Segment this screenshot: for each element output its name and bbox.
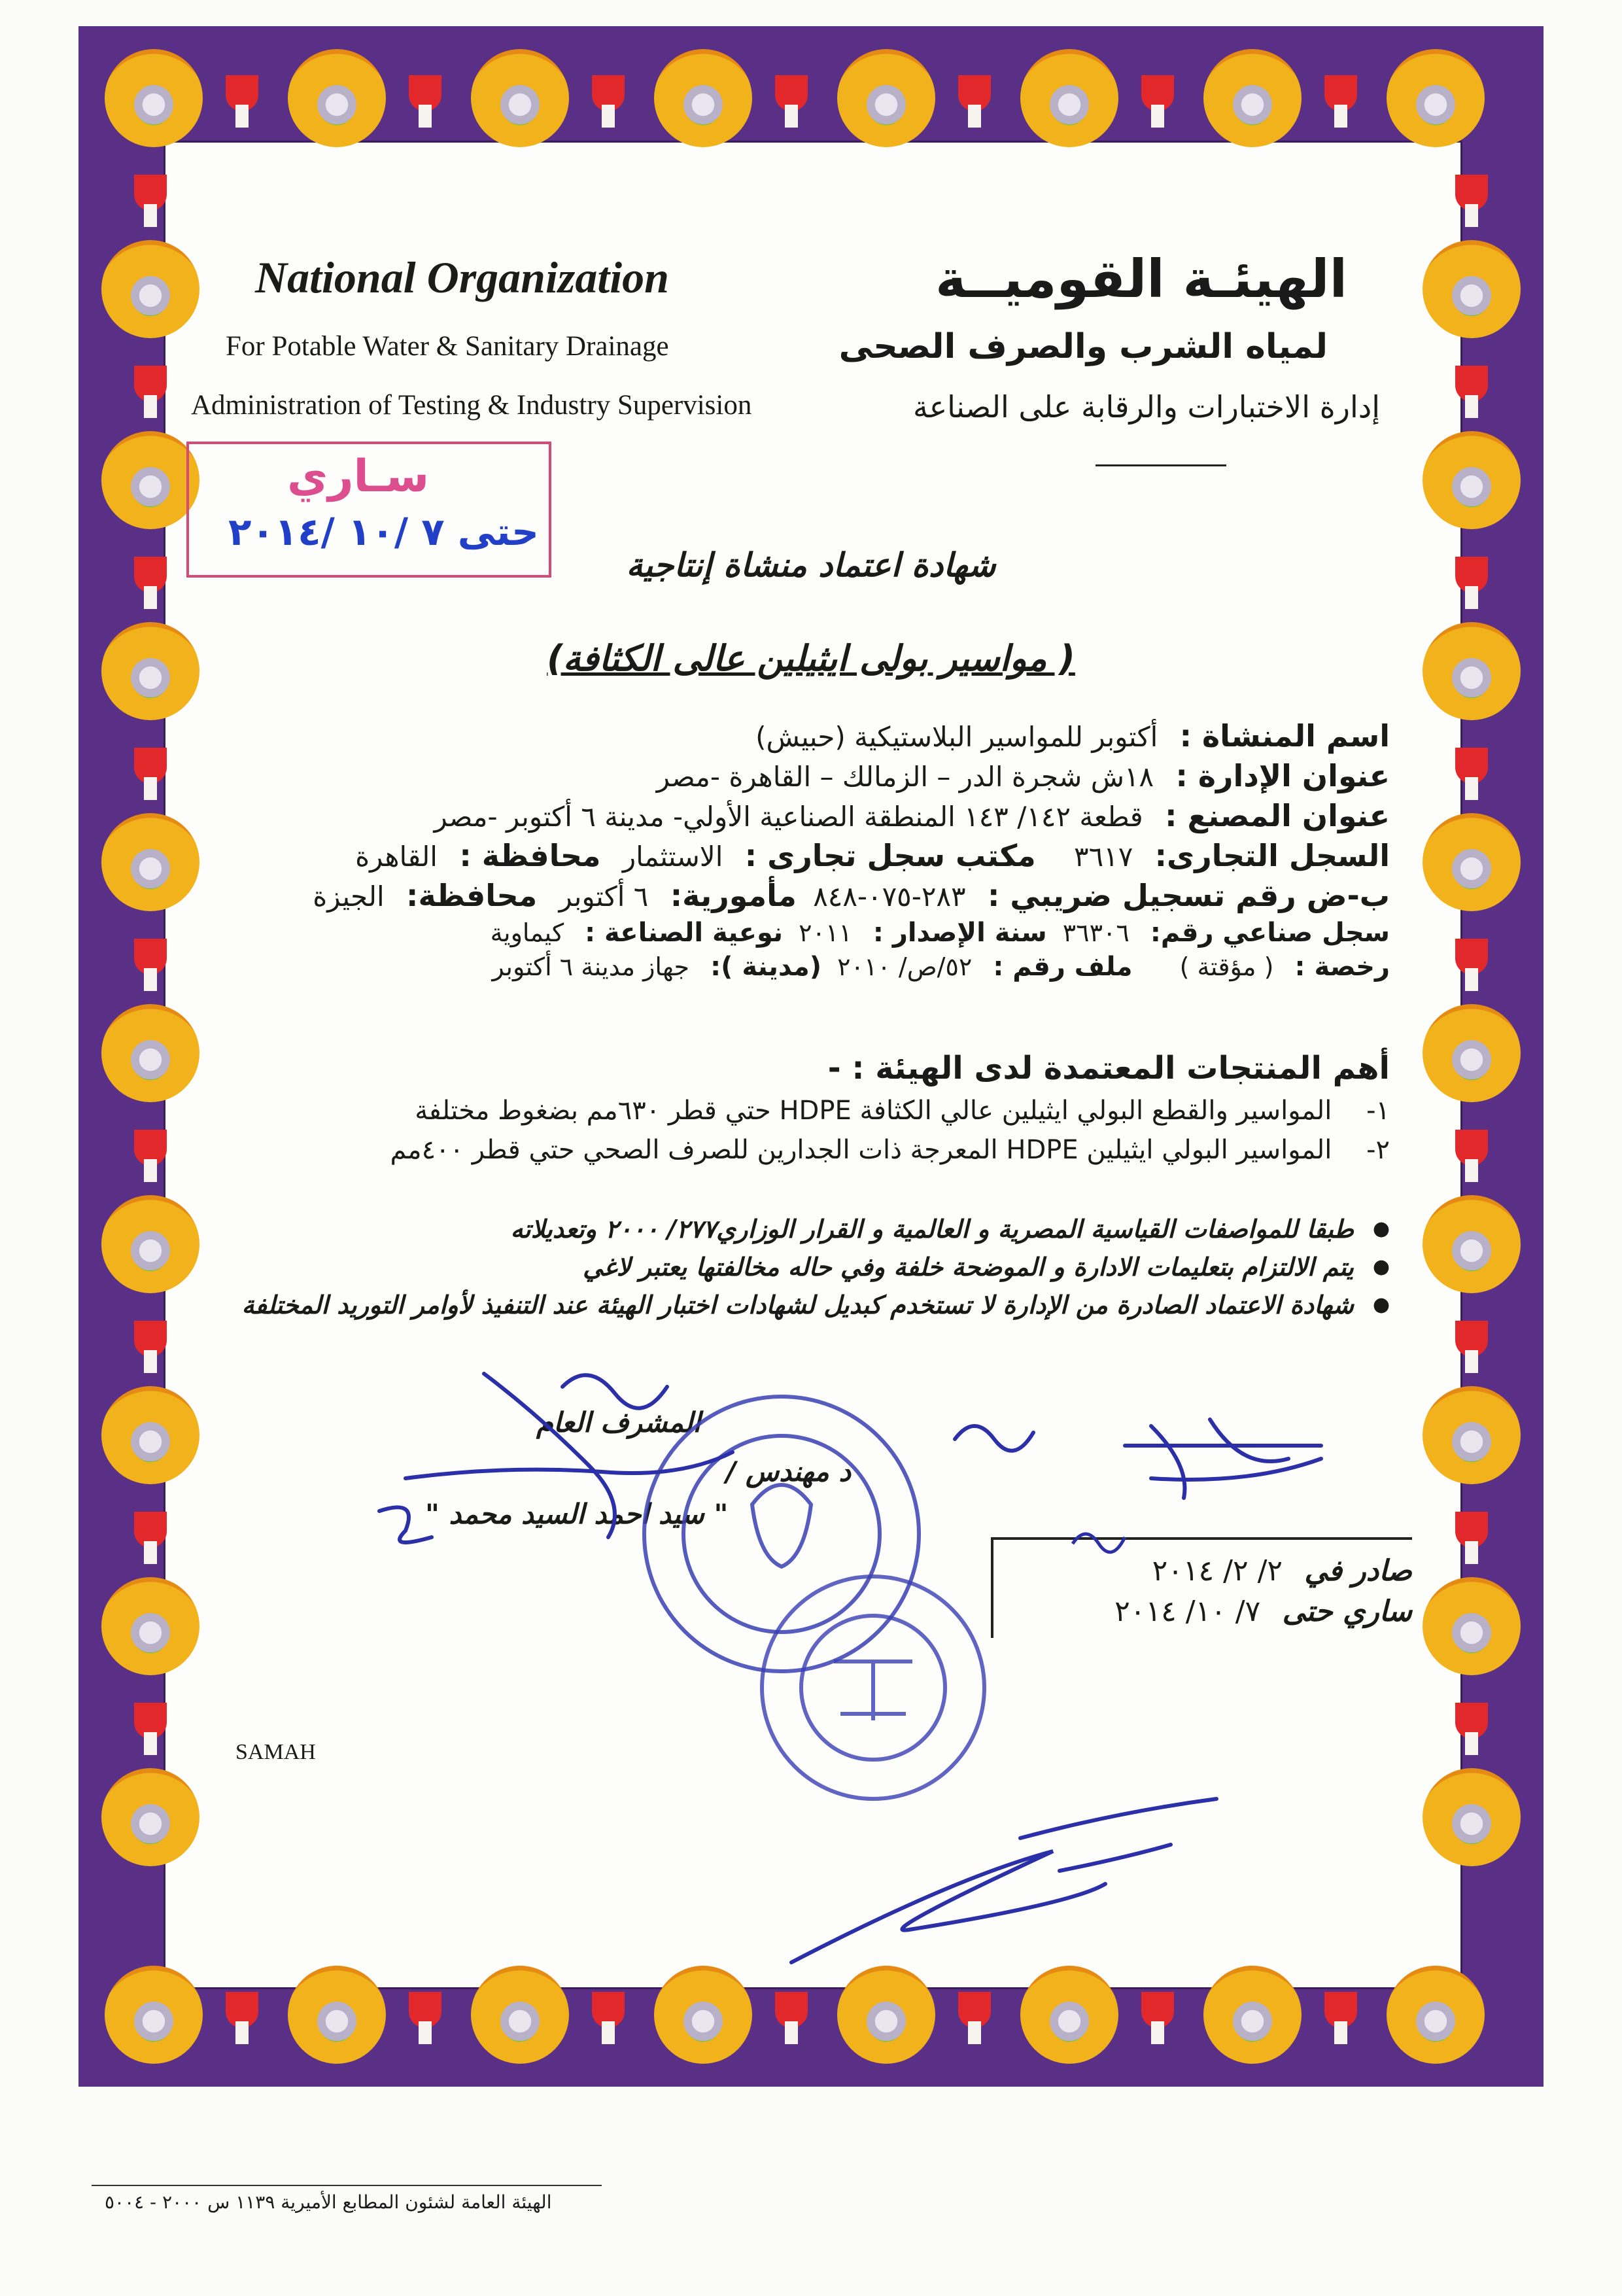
- condition-item: ● طبقا للمواصفات القياسية المصرية و العالمية و القرار الوزاري٢٧٧/ ٢٠٠٠ وتعديلاته: [147, 1210, 1390, 1248]
- tax-value: ٢٨٣-٠٧٥-٨٤٨: [813, 880, 966, 913]
- product-text: المواسير والقطع البولي ايثيلين عالي الكثافة HDPE حتي قطر ٦٣٠مم بضغوط مختلفة: [415, 1096, 1332, 1126]
- product-number: ٢-: [1366, 1135, 1390, 1165]
- official-seal-icon: [644, 1397, 919, 1671]
- tax-governorate-value: الجيزة: [313, 880, 385, 913]
- file-value: ٥٢/ص/ ٢٠١٠: [837, 952, 973, 981]
- certificate-subtitle: ( مواسير بولى ايثيلين عالى الكثافة): [547, 638, 1075, 679]
- org-department-en: Administration of Testing & Industry Supervision: [191, 390, 752, 421]
- admin-address-label: عنوان الإدارة :: [1175, 758, 1390, 793]
- condition-item: ● يتم الالتزام بتعليمات الادارة و الموضحة خلفة وفي حاله مخالفتها يعتبر لاغي: [147, 1248, 1390, 1286]
- org-subtitle-ar: لمياه الشرب والصرف الصحى: [838, 327, 1328, 366]
- facility-label: اسم المنشاة :: [1179, 718, 1390, 754]
- valid-until-date: ٧/ ١٠/ ٢٠١٤: [1114, 1595, 1261, 1628]
- issued-on-date: ٢/ ٢/ ٢٠١٤: [1152, 1554, 1283, 1588]
- license-label: رخصة :: [1294, 952, 1390, 982]
- validity-stamp-date: حتى ٧ /١٠ /٢٠١٤: [228, 510, 539, 554]
- admin-address-value: ١٨ش شجرة الدر – الزمالك – القاهرة -مصر: [656, 761, 1154, 793]
- product-number: ١-: [1366, 1096, 1390, 1126]
- commercial-register-label: السجل التجارى:: [1154, 838, 1390, 873]
- date-annotation-icon: [791, 1799, 1216, 1962]
- issue-year-value: ٢٠١١: [799, 918, 852, 947]
- clerk-name: SAMAH: [235, 1740, 316, 1764]
- city-label: (مدينة ):: [710, 952, 822, 982]
- hand-signature-icon: [955, 1419, 1321, 1498]
- issued-on-label: صادر في: [1304, 1554, 1412, 1588]
- factory-address-label: عنوان المصنع :: [1165, 798, 1390, 833]
- signatory-name: " سيد احمد السيد محمد ": [425, 1498, 729, 1530]
- issue-year-label: سنة الإصدار :: [872, 918, 1047, 948]
- tax-office-value: ٦ أكتوبر: [559, 880, 649, 913]
- industry-type-value: كيماوية: [490, 918, 564, 947]
- signature-scribble-icon: [379, 1374, 733, 1542]
- certificate-title: شهادة اعتماد منشاة إنتاجية: [626, 546, 996, 584]
- file-label: ملف رقم :: [993, 952, 1133, 982]
- governorate-label: محافظة :: [459, 838, 601, 873]
- round-stamp-icon: [762, 1576, 984, 1799]
- condition-item: ● شهادة الاعتماد الصادرة من الإدارة لا تستخدم كبديل لشهادات اختبار الهيئة عند التنفيذ لأوامر التوريد المختلفة: [147, 1286, 1390, 1324]
- general-supervisor-label: المشرف العام: [536, 1406, 701, 1438]
- industry-type-label: نوعية الصناعة :: [585, 918, 784, 948]
- products-heading: أهم المنتجات المعتمدة لدى الهيئة : -: [827, 1050, 1390, 1087]
- tax-label: ب-ض رقم تسجيل ضريبي :: [987, 878, 1390, 913]
- governorate-value: القاهرة: [355, 841, 438, 873]
- product-text: المواسير البولي ايثيلين HDPE المعرجة ذات الجدارين للصرف الصحي حتي قطر ٤٠٠مم: [390, 1135, 1332, 1165]
- validity-stamp-word: سـاري: [287, 451, 430, 502]
- industrial-register-value: ٣٦٣٠٦: [1062, 918, 1130, 947]
- org-department-ar: إدارة الاختبارات والرقابة على الصناعة: [913, 389, 1380, 425]
- printer-footer: الهيئة العامة لشئون المطابع الأميرية ١١٣٩ س ٢٠٠٠ - ٥٠٠٤: [105, 2191, 552, 2213]
- org-subtitle-en: For Potable Water & Sanitary Drainage: [226, 331, 669, 362]
- industrial-register-label: سجل صناعي رقم:: [1150, 918, 1390, 948]
- facility-value: أكتوبر للمواسير البلاستيكية (حبيش): [755, 721, 1158, 753]
- org-title-ar: الهيئـة القوميــة: [935, 249, 1347, 309]
- register-office-label: مكتب سجل تجارى :: [744, 838, 1036, 873]
- license-value: ( مؤقتة ): [1179, 952, 1274, 981]
- initials-icon: [1073, 1534, 1125, 1552]
- valid-until-label: ساري حتى: [1282, 1595, 1412, 1628]
- factory-address-value: قطعة ١٤٢/ ١٤٣ المنطقة الصناعية الأولي- مدينة ٦ أكتوبر -مصر: [434, 801, 1143, 833]
- org-title-en: National Organization: [255, 252, 669, 302]
- commercial-register-value: ٣٦١٧: [1074, 841, 1133, 873]
- tax-office-label: مأمورية:: [670, 878, 797, 913]
- engineer-label: د مهندس /: [726, 1455, 852, 1487]
- register-office-value: الاستثمار: [622, 841, 723, 873]
- city-value: جهاز مدينة ٦ أكتوبر: [492, 952, 690, 981]
- tax-governorate-label: محافظة:: [406, 878, 538, 913]
